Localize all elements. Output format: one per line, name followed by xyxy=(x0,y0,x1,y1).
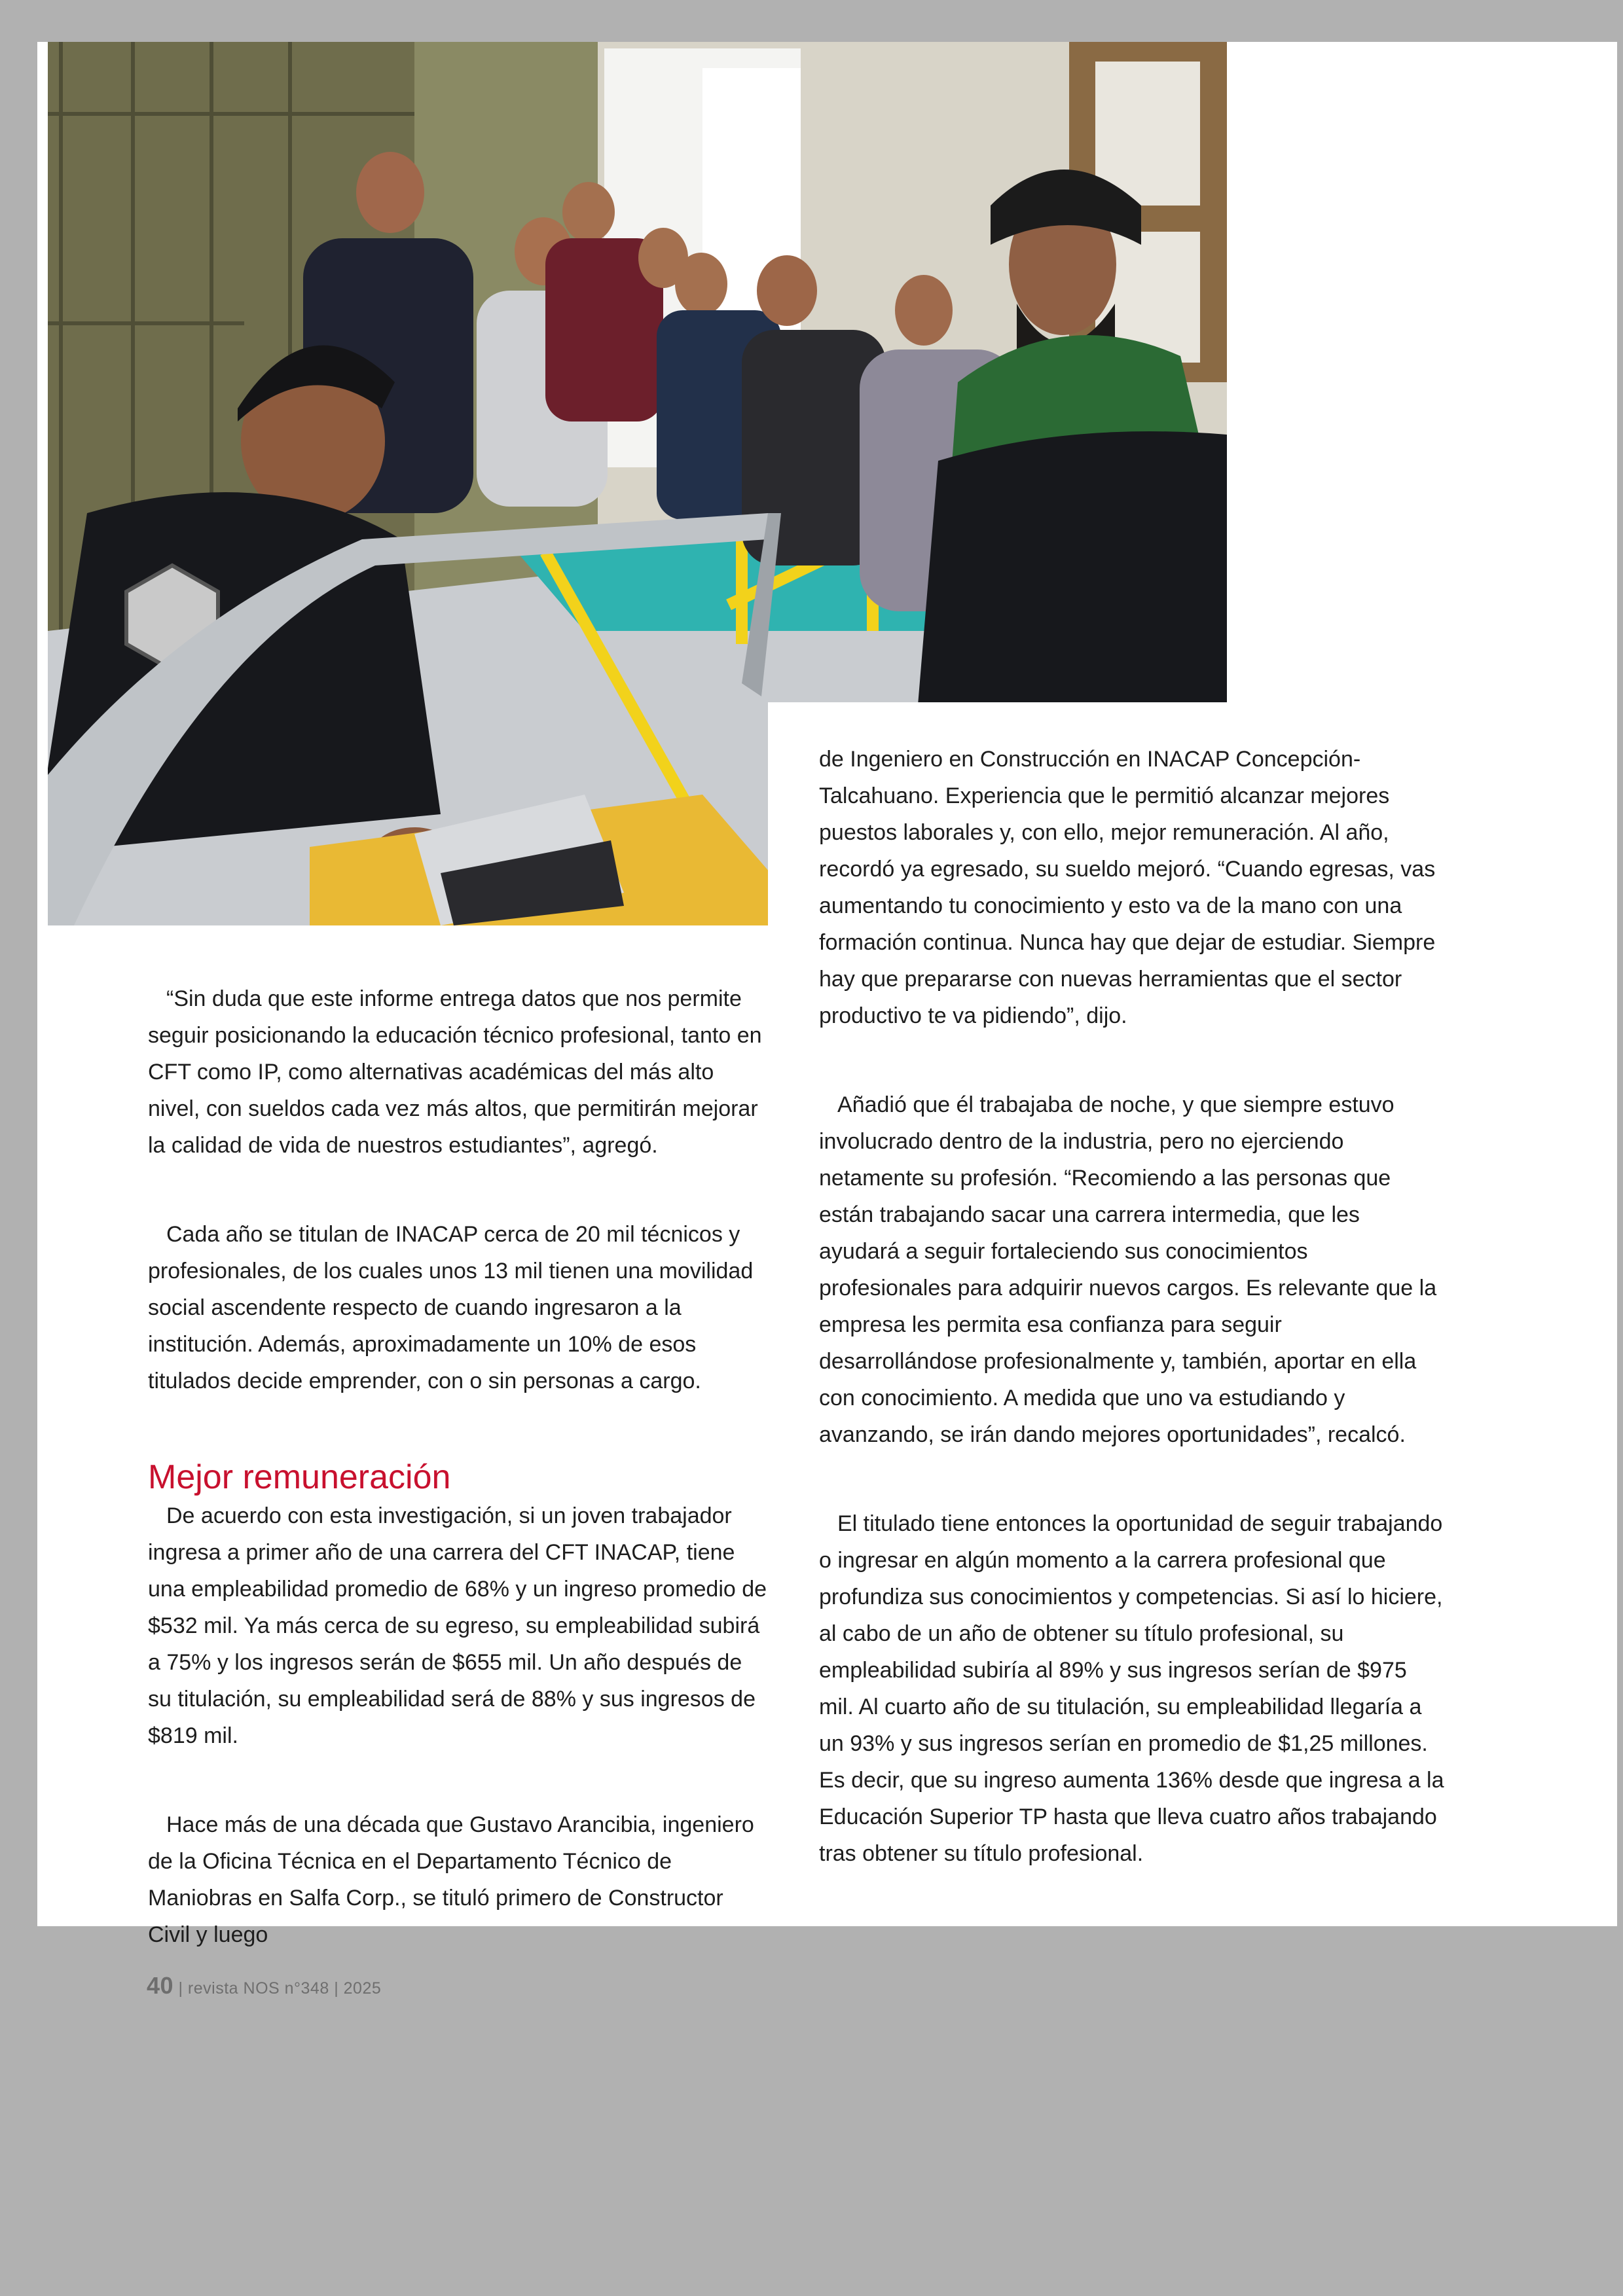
subheading-mejor-remuneracion: Mejor remuneración xyxy=(148,1458,451,1496)
publication-info: | revista NOS n°348 | 2025 xyxy=(173,1979,382,1998)
paragraph: El titulado tiene entonces la oportunidad de seguir trabajando o ingresar en algún momento a la carrera profesional que profundiza sus conocimientos y competencias. Si así lo hiciere, al cabo de un año de obtener su título profesional, su empleabilidad subiría al 89% y sus ingresos serían de $975 mil. Al cuarto año de su titulación, su empleabilidad llegaría a un 93% y sus ingresos serían en promedio de $1,25 millones. Es decir, que su ingreso aumenta 136% desde que ingresa a la Educación Superior TP hasta que lleva cuatro años trabajando tras obtener su título profesional. xyxy=(819,1511,1444,1866)
article-left-column xyxy=(148,980,770,1953)
paragraph: Hace más de una década que Gustavo Arancibia, ingeniero de la Oficina Técnica en el Departamento Técnico de Maniobras en Salfa Corp., se tituló primero de Constructor Civil y luego xyxy=(148,1812,754,1947)
paragraph: De acuerdo con esta investigación, si un joven trabajador ingresa a primer año de una carrera del CFT INACAP, tiene una empleabilidad promedio de 68% y un ingreso promedio de $532 mil. Ya más cerca de su egreso, su empleabilidad subirá a 75% y los ingresos serán de $655 mil. Un año después de su titulación, su empleabilidad será de 88% y sus ingresos de $819 mil. xyxy=(148,1503,767,1748)
paragraph: de Ingeniero en Construcción en INACAP Concepción-Talcahuano. Experiencia que le permitió alcanzar mejores puestos laborales y, con ello, mejor remuneración. Al año, recordó ya egresado, su sueldo mejoró. “Cuando egresas, vas aumentando tu conocimiento y esto va de la mano con una formación continua. Nunca hay que dejar de estudiar. Siempre hay que prepararse con nuevas herramientas que el sector productivo te va pidiendo”, dijo. xyxy=(819,747,1436,1028)
paragraph: Cada año se titulan de INACAP cerca de 20 mil técnicos y profesionales, de los cuales unos 13 mil tienen una movilidad social ascendente respecto de cuando ingresaron a la institución. Además, aproximadamente un 10% de esos titulados decide emprender, con o sin personas a cargo. xyxy=(148,1222,754,1393)
paragraph: Añadió que él trabajaba de noche, y que siempre estuvo involucrado dentro de la industria, pero no ejerciendo netamente su profesión. “Recomiendo a las personas que están trabajando sacar una carrera intermedia, que les ayudará a seguir fortaleciendo sus conocimientos profesionales para adquirir nuevos cargos. Es relevante que la empresa les permita esa confianza para seguir desarrollándose profesionalmente y, también, aportar en ella con conocimiento. A medida que uno va estudiando y avanzando, se irán dando mejores oportunidades”, recalcó. xyxy=(819,1092,1437,1447)
article-right-column xyxy=(819,741,1444,1872)
page-number: 40 xyxy=(147,1972,174,1999)
paragraph: “Sin duda que este informe entrega datos que nos permite seguir posicionando la educación técnico profesional, tanto en CFT como IP, como alternativas académicas del más alto nivel, con sueldos cada vez más altos, que permitirán mejorar la calidad de vida de nuestros estudiantes”, agregó. xyxy=(148,986,762,1158)
page-footer xyxy=(147,1972,381,2000)
